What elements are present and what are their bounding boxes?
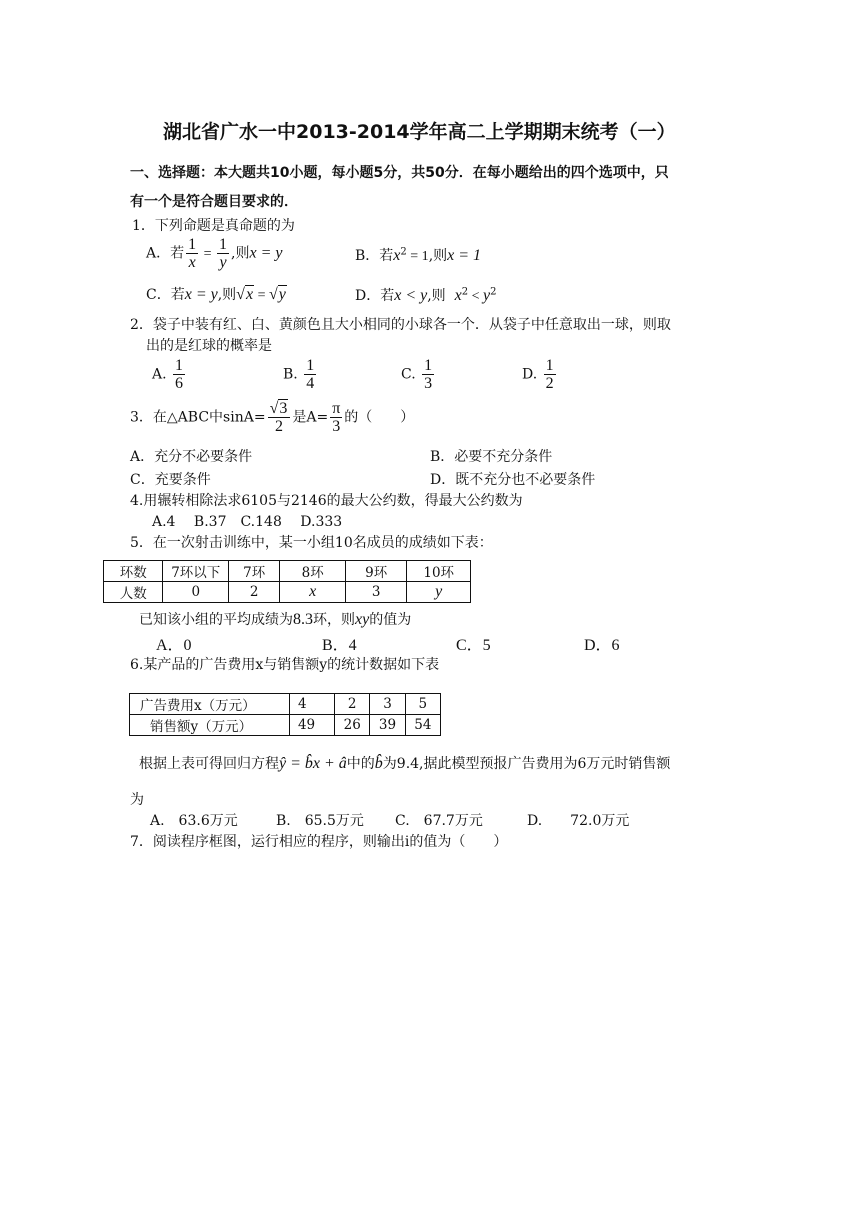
q6-body-line2: 为 <box>130 792 144 808</box>
fraction-denominator: 2 <box>545 375 554 392</box>
q2-option-c <box>401 357 436 392</box>
q1-b-cond-rest: = 1 <box>406 249 429 264</box>
table-row <box>130 694 441 715</box>
q3-stem <box>130 400 414 435</box>
q5-option-b: B．4 <box>322 637 357 654</box>
table-cell: 销售额y（万元） <box>130 715 290 736</box>
table-cell: 7环 <box>229 561 280 582</box>
q3-post: 的（ ） <box>344 409 415 426</box>
q3-pre: 3．在△ABC中sinA= <box>130 409 266 426</box>
exponent: 2 <box>400 246 407 258</box>
q6-line-pre: 根据上表可得回归方程 <box>139 756 279 772</box>
q1-stem: 1．下列命题是真命题的为 <box>132 218 295 234</box>
table-cell: 49 <box>289 715 334 736</box>
table-cell: 环数 <box>104 561 163 582</box>
q1-d-prefix: D．若 <box>355 288 395 304</box>
q1-b-var: x <box>393 247 401 264</box>
q1-a-suffix: ,则 <box>231 245 250 262</box>
q5-followup <box>139 609 411 629</box>
q5-after-val: 8.3 <box>293 611 313 628</box>
q1-c-suffix: ,则 <box>217 287 237 303</box>
table-row <box>130 715 441 736</box>
q6-stem: 6.某产品的广告费用x与销售额y的统计数据如下表 <box>130 657 440 673</box>
q1-c-prefix: C．若 <box>146 287 185 303</box>
q7-stem: 7．阅读程序框图，运行相应的程序，则输出i的值为（ ） <box>130 834 508 850</box>
fraction-denominator: 3 <box>424 375 433 392</box>
table-cell: 39 <box>370 715 405 736</box>
table-cell: 10环 <box>407 561 471 582</box>
table-cell: x <box>280 582 346 603</box>
table-cell: 2 <box>229 582 280 603</box>
section-instructions-line2: 有一个是符合题目要求的． <box>130 194 298 210</box>
fraction-denominator: 3 <box>332 418 341 435</box>
q1-c-cond: x = y <box>184 286 218 303</box>
table-cell: 2 <box>335 694 370 715</box>
page-title: 湖北省广水一中2013-2014学年高二上学期期末统考（一） <box>163 121 676 143</box>
table-cell: 广告费用x（万元） <box>130 694 290 715</box>
q1-option-d <box>355 285 496 305</box>
option-label: D. <box>522 366 538 383</box>
fraction <box>186 236 198 271</box>
q3-option-d: D．既不充分也不必要条件 <box>430 472 596 488</box>
sqrt: √x <box>236 286 254 303</box>
table-cell: 3 <box>370 694 405 715</box>
q1-b-conclusion: x = 1 <box>447 247 482 264</box>
section-instructions-line1: 一、选择题：本大题共10小题，每小题5分，共50分．在每小题给出的四个选项中，只 <box>130 165 669 181</box>
table-cell: 4 <box>289 694 334 715</box>
fraction-numerator: π <box>332 400 341 417</box>
q1-d-lt: < <box>468 289 483 304</box>
table-cell: 人数 <box>104 582 163 603</box>
q1-b-suffix: ,则 <box>428 248 448 264</box>
fraction-denominator: y <box>219 254 227 271</box>
q5-stem: 5．在一次射击训练中，某一小组10名成员的成绩如下表： <box>130 535 493 551</box>
fraction-numerator: 1 <box>219 236 228 253</box>
q6-data-table <box>129 693 441 736</box>
fraction <box>268 400 291 435</box>
fraction <box>173 357 185 392</box>
fraction-denominator: 4 <box>306 375 315 392</box>
table-cell: 26 <box>335 715 370 736</box>
fraction <box>422 357 434 392</box>
q4-options: A.4 B.37 C.148 D.333 <box>152 514 343 530</box>
fraction-denominator: 2 <box>274 418 283 435</box>
q2-option-a <box>152 357 187 392</box>
table-cell: 9环 <box>345 561 407 582</box>
q5-after-var: xy <box>355 611 370 628</box>
sqrt: √y <box>268 286 286 303</box>
option-label: C. <box>401 366 416 383</box>
fraction-numerator: 1 <box>545 357 554 374</box>
q1-option-c: C．若x = y,则√x = √y <box>146 286 286 303</box>
q1-d-x: x <box>454 287 462 304</box>
q1-option-b <box>355 245 481 265</box>
q6-option-a: A. 63.6万元 <box>150 813 238 829</box>
q5-option-c: C．5 <box>456 637 491 654</box>
q4-stem: 4.用辗转相除法求6105与2146的最大公约数，得最大公约数为 <box>130 493 523 509</box>
q5-after-post: 的值为 <box>369 612 412 628</box>
q1-option-a: A．若 $\frac{1}{x}$ = $\frac{1}{y}$ ,则x = y <box>146 236 283 271</box>
q5-score-table <box>103 560 471 603</box>
q6-line-mid: 中的 <box>346 756 375 772</box>
q5-after-pre: 已知该小组的平均成绩为 <box>139 612 293 628</box>
table-cell: 3 <box>345 582 407 603</box>
fraction-numerator: 1 <box>424 357 433 374</box>
table-cell: 5 <box>405 694 440 715</box>
q2-option-d <box>522 357 558 392</box>
q6-option-d: D. 72.0万元 <box>527 813 630 829</box>
q2-stem-line1: 2．袋子中装有红、白、黄颜色且大小相同的小球各一个．从袋子中任意取出一球，则取 <box>130 317 671 333</box>
fraction-denominator: 6 <box>175 375 184 392</box>
q6-line-post: 为9.4,据此模型预报广告费用为6万元时销售额 <box>382 756 671 772</box>
q5-option-a: A．0 <box>156 637 192 654</box>
q1-b-prefix: B．若 <box>355 248 394 264</box>
q3-option-b: B．必要不充分条件 <box>430 449 553 465</box>
q6-bhat: b̂ <box>374 755 383 772</box>
q6-body-line1 <box>139 753 670 773</box>
q6-option-c: C. 67.7万元 <box>395 813 483 829</box>
q1-a-conclusion: x = y <box>249 244 283 262</box>
q6-option-b: B. 65.5万元 <box>276 813 364 829</box>
fraction-numerator: 1 <box>306 357 315 374</box>
q1-d-cond: x < y <box>394 287 428 304</box>
q1-a-prefix: A．若 <box>146 245 185 262</box>
sqrt: √3 <box>269 400 288 417</box>
q6-regression-equation: ŷ = b̂x + â <box>279 755 347 772</box>
fraction <box>544 357 556 392</box>
exponent: 2 <box>490 286 497 298</box>
table-cell: 7环以下 <box>163 561 229 582</box>
q1-d-y: y <box>482 287 491 304</box>
fraction-numerator: 1 <box>188 236 197 253</box>
q2-option-b <box>283 357 318 392</box>
fraction-numerator <box>268 400 291 418</box>
table-cell: 8环 <box>280 561 346 582</box>
fraction <box>330 400 342 435</box>
fraction <box>217 236 229 271</box>
table-cell: 54 <box>405 715 440 736</box>
exponent: 2 <box>461 286 469 298</box>
option-label: B. <box>283 366 298 383</box>
q3-option-a: A．充分不必要条件 <box>130 449 253 465</box>
table-row <box>104 582 471 603</box>
fraction-denominator: x <box>188 254 196 271</box>
table-cell: 0 <box>163 582 229 603</box>
q3-mid: 是A= <box>292 409 329 426</box>
radicand: y <box>278 286 286 303</box>
q2-stem-line2: 出的是红球的概率是 <box>146 338 272 354</box>
q3-option-c: C．充要条件 <box>130 472 211 488</box>
q5-option-d: D．6 <box>584 637 620 654</box>
q5-after-mid: 环，则 <box>313 612 355 628</box>
radicand: 3 <box>279 400 288 417</box>
table-cell: y <box>407 582 471 603</box>
radicand: x <box>245 286 254 303</box>
option-label: A. <box>152 366 167 383</box>
fraction <box>304 357 316 392</box>
q1-d-suffix: ,则 <box>427 288 446 304</box>
fraction-numerator: 1 <box>175 357 184 374</box>
table-row <box>104 561 471 582</box>
